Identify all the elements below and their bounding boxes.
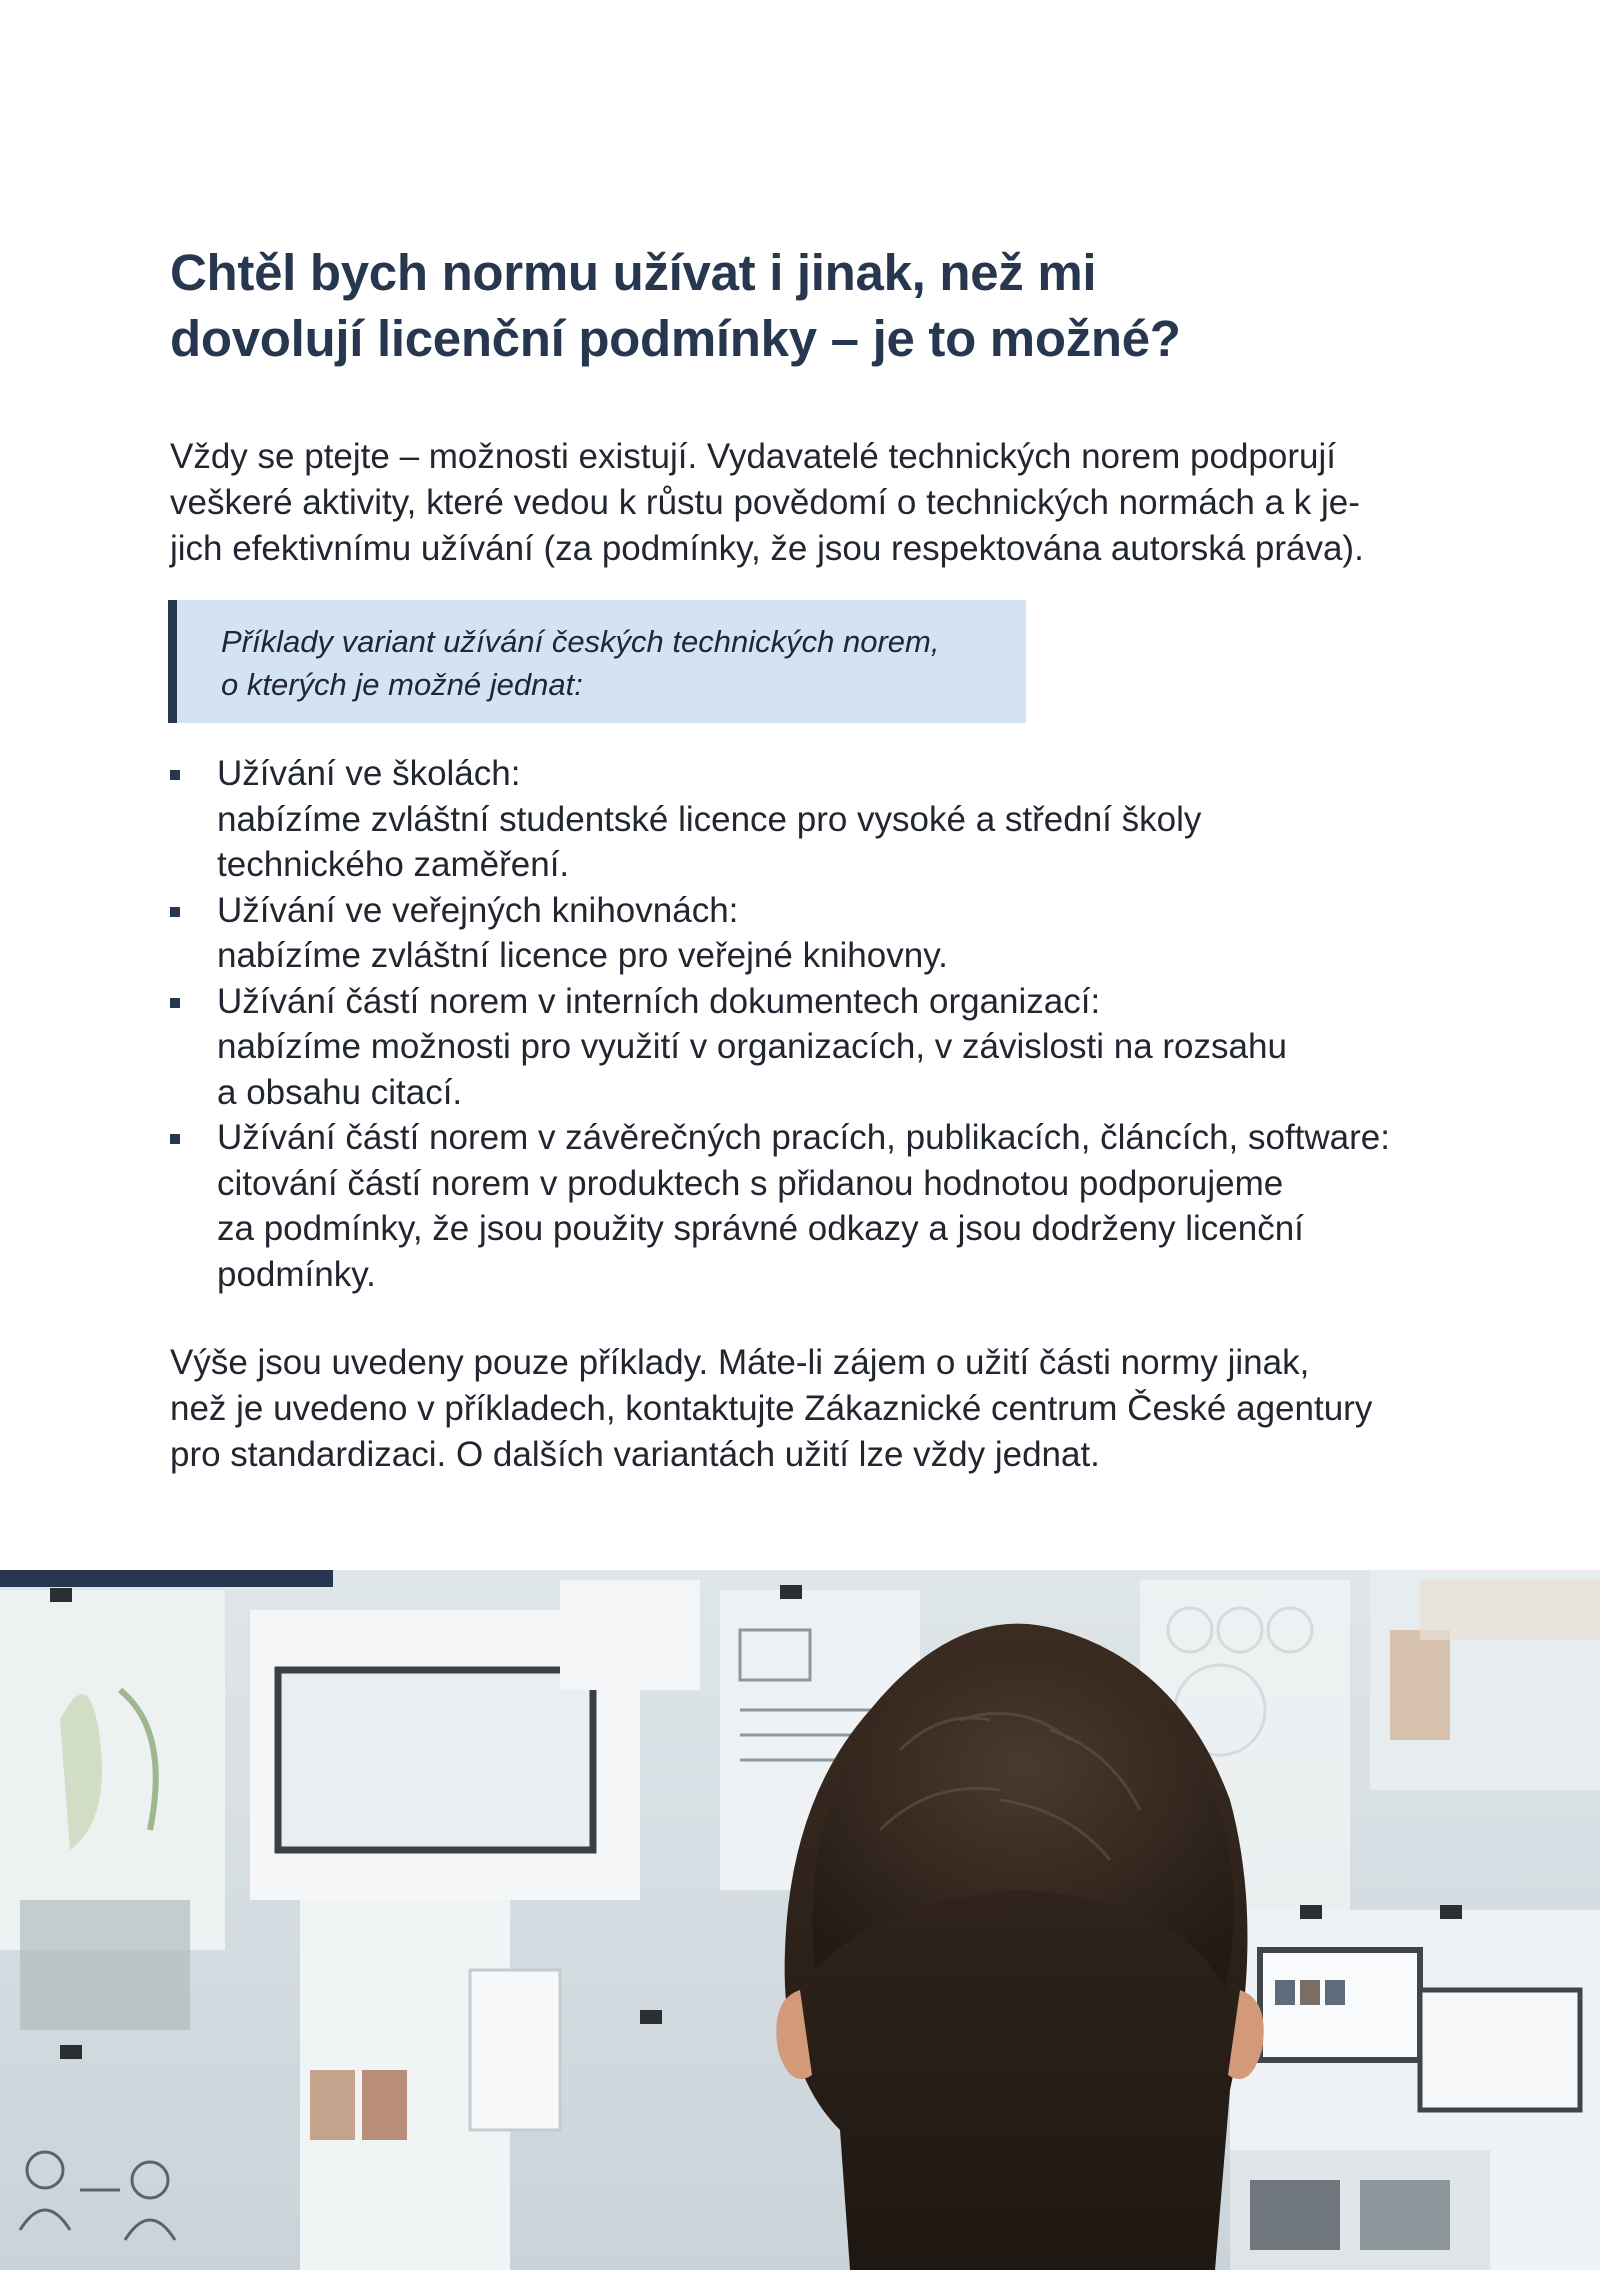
- paper-sheet: [0, 1590, 225, 1950]
- list-item-text: technického zaměření.: [217, 845, 570, 884]
- square-bullet-icon: [170, 998, 180, 1008]
- list-item-text: podmínky.: [217, 1254, 376, 1294]
- page-heading: [170, 240, 1470, 372]
- intro-line-2: veškeré aktivity, které vedou k růstu povědomí o technických normách a k je-: [170, 483, 1360, 522]
- square-bullet-icon: [170, 1134, 180, 1144]
- accent-bar: [0, 1570, 333, 1587]
- list-item: [170, 1115, 1470, 1297]
- callout-text: [221, 620, 1026, 706]
- outro-line-1: Výše jsou uvedeny pouze příklady. Máte-li zájem o užití části normy jinak,: [170, 1343, 1310, 1382]
- closing-paragraph: [170, 1340, 1500, 1478]
- intro-line-1: Vždy se ptejte – možnosti existují. Vydavatelé technických norem podporují: [170, 437, 1336, 476]
- list-item: [170, 979, 1470, 1116]
- photo-illustration: [0, 1570, 1600, 2270]
- list-item-text: nabízíme zvláštní licence pro veřejné knihovny.: [217, 936, 948, 975]
- intro-paragraph: [170, 434, 1470, 572]
- list-item-text: a obsahu citací.: [217, 1072, 463, 1112]
- callout-line-1: Příklady variant užívání českých technických norem,: [221, 624, 940, 659]
- list-item-title: Užívání částí norem v interních dokumentech organizací:: [217, 981, 1101, 1021]
- list-item: [170, 751, 1470, 888]
- heading-line-2: dovolují licenční podmínky – je to možné?: [170, 310, 1181, 367]
- list-item-text: nabízíme možnosti pro využití v organizacích, v závislosti na rozsahu: [217, 1027, 1287, 1066]
- outro-line-3: pro standardizaci. O dalších variantách užití lze vždy jednat.: [170, 1435, 1100, 1474]
- list-item: [170, 888, 1470, 979]
- monitor-sketch: [278, 1670, 593, 1850]
- list-item-text: za podmínky, že jsou použity správné odkazy a jsou dodrženy licenční: [217, 1209, 1304, 1248]
- square-bullet-icon: [170, 770, 180, 780]
- heading-line-1: Chtěl bych normu užívat i jinak, než mi: [170, 244, 1097, 301]
- callout-line-2: o kterých je možné jednat:: [221, 667, 583, 702]
- office-photo: [0, 1570, 1600, 2270]
- list-item-title: Užívání ve školách:: [217, 754, 521, 793]
- list-item-text: nabízíme zvláštní studentské licence pro vysoké a střední školy: [217, 799, 1202, 839]
- square-bullet-icon: [170, 907, 180, 917]
- list-item-title: Užívání částí norem v závěrečných pracích, publikacích, článcích, software:: [217, 1118, 1390, 1157]
- list-item-text: citování částí norem v produktech s přidanou hodnotou podporujeme: [217, 1163, 1284, 1203]
- examples-callout-box: [168, 600, 1026, 723]
- outro-line-2: než je uvedeno v příkladech, kontaktujte Zákaznické centrum České agentury: [170, 1389, 1373, 1428]
- list-item-title: Užívání ve veřejných knihovnách:: [217, 890, 739, 930]
- usage-examples-list: [170, 751, 1470, 1297]
- intro-line-3: jich efektivnímu užívání (za podmínky, že jsou respektována autorská práva).: [170, 529, 1364, 568]
